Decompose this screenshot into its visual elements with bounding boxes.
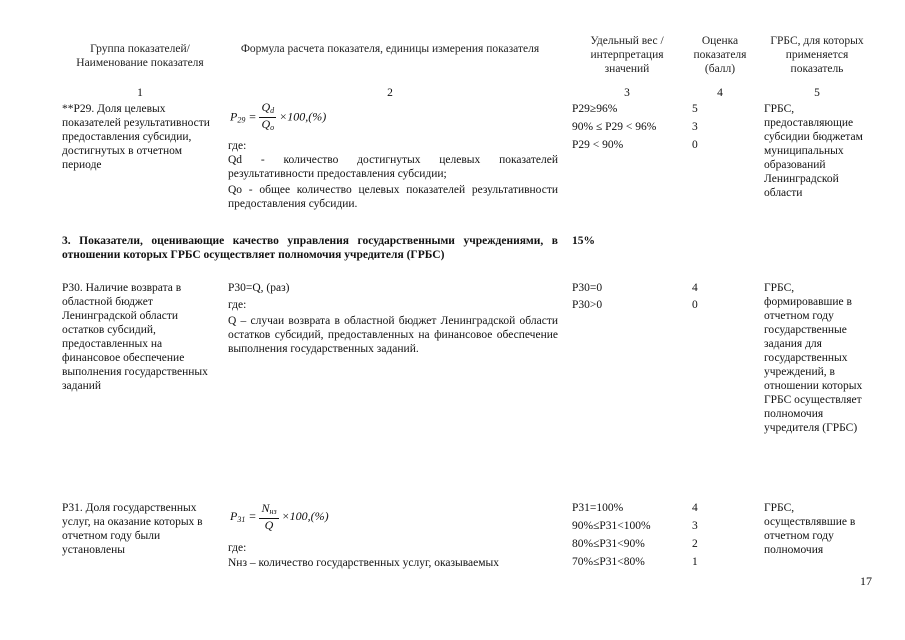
p31-score-3: 2 [692, 538, 698, 550]
header-num1: 1 [137, 87, 143, 99]
section3-weight: 15% [572, 235, 595, 247]
header-num5: 5 [814, 87, 820, 99]
p31-score-1: 4 [692, 502, 698, 514]
p29-score-3: 0 [692, 139, 698, 151]
header-num2: 2 [387, 87, 393, 99]
p29-where: где: [228, 140, 247, 152]
p31-interp-3: 80%≤P31<90% [572, 538, 645, 550]
p31-formula: $P_{31}$ = $\frac{N_{нз}}{Q}$ ×100,(%) [230, 501, 329, 532]
p29-interp-3: P29 < 90% [572, 139, 624, 151]
p30-desc: Q – случаи возврата в областной бюджет Ленинградской области остатков субсидий, предоставленных на финансовое обеспечение выполнения государственных заданий. [228, 315, 558, 355]
p31-desc: Nнз – количество государственных услуг, оказываемых [228, 557, 499, 569]
p29-name: **P29. Доля целевых показателей результативности предоставления субсидии, достигнутых в отчетном периоде [62, 103, 210, 171]
p29-grbs: ГРБС, предоставляющие субсидии бюджетам муниципальных образований Ленинградской области [764, 103, 863, 199]
p30-formula: P30=Q, (раз) [228, 282, 290, 294]
p30-interp-2: P30>0 [572, 299, 603, 311]
section3-title: 3. Показатели, оценивающие качество управления государственными учреждениями, в отношении которых ГРБС осуществляет полномочия учредителя (ГРБС) [62, 235, 558, 261]
p31-where: где: [228, 542, 247, 554]
header-col5: ГРБС, для которых применяется показатель [770, 35, 864, 75]
p31-grbs: ГРБС, осуществлявшие в отчетном году полномочия [764, 502, 856, 556]
p29-score-2: 3 [692, 121, 698, 133]
p30-score-2: 0 [692, 299, 698, 311]
header-num3: 3 [624, 87, 630, 99]
header-num4: 4 [717, 87, 723, 99]
p29-qd-desc: Qd - количество достигнутых целевых показателей результативности предоставления субсидии; [228, 154, 558, 180]
p31-interp-4: 70%≤P31<80% [572, 556, 645, 568]
p29-formula: $P_{29}$ = $\frac{Q_d}{Q_o}$ ×100,(%) [230, 100, 327, 132]
p30-score-1: 4 [692, 282, 698, 294]
p31-name: P31. Доля государственных услуг, на оказание которых в отчетном году были установлены [62, 502, 203, 556]
p30-where: где: [228, 299, 247, 311]
page-number: 17 [860, 574, 872, 588]
p29-qo-desc: Qo - общее количество целевых показателей результативности предоставления субсидии. [228, 184, 558, 210]
p30-grbs: ГРБС, формировавшие в отчетном году государственные задания для государственных учреждений, в отношении которых ГРБС осуществляет полномочия учредителя (ГРБС) [764, 282, 863, 434]
p31-interp-2: 90%≤P31<100% [572, 520, 651, 532]
p31-interp-1: P31=100% [572, 502, 624, 514]
header-col4: Оценка показателя (балл) [693, 35, 747, 75]
header-col3: Удельный вес / интерпретация значений [590, 35, 664, 75]
p30-name: P30. Наличие возврата в областной бюджет Ленинградской области остатков субсидий, предоставленных на финансовое обеспечение выполнения государственных заданий [62, 282, 208, 392]
p29-interp-2: 90% ≤ P29 < 96% [572, 121, 657, 133]
p29-score-1: 5 [692, 103, 698, 115]
header-col2: Формула расчета показателя, единицы измерения показателя [240, 43, 540, 55]
p29-interp-1: P29≥96% [572, 103, 618, 115]
p31-score-2: 3 [692, 520, 698, 532]
p31-score-4: 1 [692, 556, 698, 568]
header-col1: Группа показателей/ Наименование показателя [76, 43, 204, 69]
p30-interp-1: P30=0 [572, 282, 603, 294]
